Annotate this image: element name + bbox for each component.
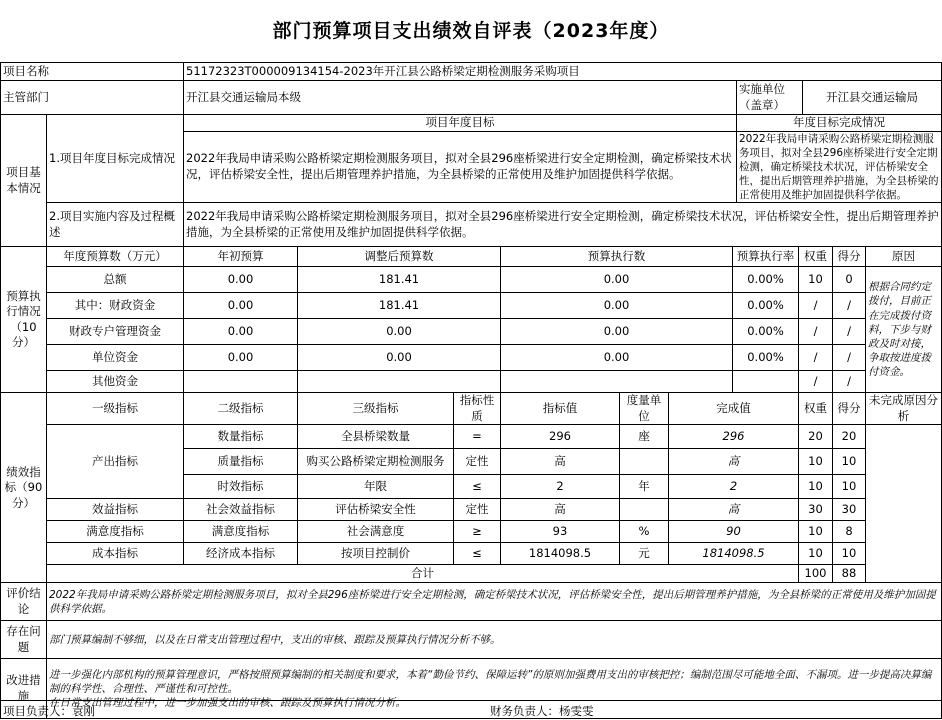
budget-weight: / bbox=[799, 345, 833, 371]
budget-header-row bbox=[1, 247, 942, 267]
perf-score: 10 bbox=[833, 475, 866, 499]
budget-row bbox=[1, 371, 942, 393]
budget-score: / bbox=[833, 319, 866, 345]
budget-initial: 0.00 bbox=[184, 267, 298, 293]
evaluation-table bbox=[0, 62, 942, 719]
perf-weight: 10 bbox=[799, 475, 833, 499]
perf-nature: = bbox=[454, 425, 501, 449]
budget-weight: 10 bbox=[799, 267, 833, 293]
budget-score: 0 bbox=[833, 267, 866, 293]
budget-adjusted: 181.41 bbox=[298, 293, 501, 319]
perf-total-label: 合计 bbox=[47, 565, 799, 583]
perf-l3: 购买公路桥梁定期检测服务 bbox=[298, 449, 454, 475]
project-name-label: 项目名称 bbox=[1, 63, 184, 81]
perf-l2: 数量指标 bbox=[184, 425, 298, 449]
budget-initial: 0.00 bbox=[184, 319, 298, 345]
perf-value: 高 bbox=[501, 449, 620, 475]
perf-header-cell: 指标性质 bbox=[454, 393, 501, 425]
perf-unit: 元 bbox=[620, 543, 669, 565]
budget-score: / bbox=[833, 293, 866, 319]
perf-total-score: 88 bbox=[833, 565, 866, 583]
perf-nature: 定性 bbox=[454, 449, 501, 475]
perf-row bbox=[1, 499, 942, 521]
basic-row1-target: 2022年我局申请采购公路桥梁定期检测服务项目，拟对全县296座桥梁进行安全定期检测，确定桥梁技术状况，评估桥梁安全性，提出后期管理养护措施，为全县桥梁的正常使用及维护加固提供科学依据。 bbox=[184, 131, 737, 203]
budget-executed: 0.00 bbox=[501, 345, 733, 371]
perf-nature: ≥ bbox=[454, 521, 501, 543]
budget-rate: 0.00% bbox=[733, 267, 799, 293]
signature-footer bbox=[0, 700, 942, 720]
perf-unit bbox=[620, 499, 669, 521]
perf-done: 90 bbox=[669, 521, 799, 543]
perf-done: 296 bbox=[669, 425, 799, 449]
project-name-value: 51172323T000009134154-2023年开江县公路桥梁定期检测服务采购项目 bbox=[184, 63, 942, 81]
perf-weight: 10 bbox=[799, 521, 833, 543]
perf-header-cell: 权重 bbox=[799, 393, 833, 425]
perf-value: 296 bbox=[501, 425, 620, 449]
budget-header-cell: 年度预算数（万元） bbox=[47, 247, 184, 267]
budget-header-cell: 权重 bbox=[799, 247, 833, 267]
perf-nature: 定性 bbox=[454, 499, 501, 521]
perf-done: 2 bbox=[669, 475, 799, 499]
evaluation-text: 2022年我局申请采购公路桥梁定期检测服务项目，拟对全县296座桥梁进行安全定期检测，确定桥梁技术状况，评估桥梁安全性，提出后期管理养护措施，为全县桥梁的正常使用及维护加固提供科学依据。 bbox=[47, 583, 942, 621]
perf-value: 高 bbox=[501, 499, 620, 521]
improve-label: 改进措施 bbox=[1, 659, 47, 719]
perf-header-cell: 指标值 bbox=[501, 393, 620, 425]
budget-header-cell: 预算执行率 bbox=[733, 247, 799, 267]
evaluation-row bbox=[1, 583, 942, 621]
dept-value: 开江县交通运输局本级 bbox=[184, 81, 737, 115]
budget-adjusted: 181.41 bbox=[298, 267, 501, 293]
basic-row2-value: 2022年我局申请采购公路桥梁定期检测服务项目，拟对全县296座桥梁进行安全定期检测，确定桥梁技术状况，评估桥梁安全性，提出后期管理养护措施，为全县桥梁的正常使用及维护加固提供科学依据。 bbox=[184, 203, 942, 247]
perf-l2: 满意度指标 bbox=[184, 521, 298, 543]
perf-l3: 按项目控制价 bbox=[298, 543, 454, 565]
budget-executed: 0.00 bbox=[501, 293, 733, 319]
perf-l3: 全县桥梁数量 bbox=[298, 425, 454, 449]
budget-executed bbox=[501, 371, 733, 393]
basic-row1-completion: 2022年我局申请采购公路桥梁定期检测服务项目，拟对全县296座桥梁进行安全定期检测，确定桥梁技术状况，评估桥梁安全性，提出后期管理养护措施，为全县桥梁的正常使用及维护加固提供科学依据。 bbox=[737, 131, 942, 203]
budget-header-cell: 年初预算 bbox=[184, 247, 298, 267]
perf-score: 20 bbox=[833, 425, 866, 449]
budget-row-name: 单位资金 bbox=[47, 345, 184, 371]
budget-row-name: 其他资金 bbox=[47, 371, 184, 393]
budget-rate: 0.00% bbox=[733, 345, 799, 371]
perf-l2: 质量指标 bbox=[184, 449, 298, 475]
basic-row1-label: 1.项目年度目标完成情况 bbox=[47, 115, 184, 203]
perf-header-cell: 未完成原因分析 bbox=[866, 393, 942, 425]
perf-unfinished-reason bbox=[866, 425, 942, 583]
budget-adjusted bbox=[298, 371, 501, 393]
perf-score: 30 bbox=[833, 499, 866, 521]
budget-header-cell: 得分 bbox=[833, 247, 866, 267]
perf-nature: ≤ bbox=[454, 475, 501, 499]
basic-col-target: 项目年度目标 bbox=[184, 115, 737, 132]
page-title: 部门预算项目支出绩效自评表（2023年度） bbox=[272, 20, 670, 42]
perf-weight: 10 bbox=[799, 449, 833, 475]
issues-row bbox=[1, 621, 942, 659]
budget-row bbox=[1, 319, 942, 345]
perf-l3: 社会满意度 bbox=[298, 521, 454, 543]
perf-row bbox=[1, 521, 942, 543]
perf-unit: % bbox=[620, 521, 669, 543]
perf-section-label: 绩效指标（90分） bbox=[1, 393, 47, 583]
budget-initial bbox=[184, 371, 298, 393]
perf-l1: 满意度指标 bbox=[47, 521, 184, 543]
evaluation-label: 评价结论 bbox=[1, 583, 47, 621]
perf-header-cell: 完成值 bbox=[669, 393, 799, 425]
impl-unit-label: 实施单位（盖章） bbox=[737, 81, 803, 115]
budget-reason: 根据合同约定拨付，目前正在完成拨付资料，下步与财政及时对接，争取按进度拨付资金。 bbox=[866, 267, 942, 393]
budget-executed: 0.00 bbox=[501, 319, 733, 345]
basic-section-label: 项目基本情况 bbox=[1, 115, 47, 247]
perf-weight: 20 bbox=[799, 425, 833, 449]
perf-total-row bbox=[1, 565, 942, 583]
perf-value: 1814098.5 bbox=[501, 543, 620, 565]
perf-done: 高 bbox=[669, 499, 799, 521]
perf-l1: 效益指标 bbox=[47, 499, 184, 521]
budget-weight: / bbox=[799, 371, 833, 393]
perf-header-cell: 二级指标 bbox=[184, 393, 298, 425]
perf-l2: 时效指标 bbox=[184, 475, 298, 499]
budget-weight: / bbox=[799, 319, 833, 345]
budget-weight: / bbox=[799, 293, 833, 319]
perf-value: 2 bbox=[501, 475, 620, 499]
budget-score: / bbox=[833, 345, 866, 371]
dept-label: 主管部门 bbox=[1, 81, 184, 115]
basic-col-completion: 年度目标完成情况 bbox=[737, 115, 942, 132]
budget-row-name: 财政专户管理资金 bbox=[47, 319, 184, 345]
impl-unit-value: 开江县交通运输局 bbox=[803, 81, 942, 115]
perf-done: 高 bbox=[669, 449, 799, 475]
budget-adjusted: 0.00 bbox=[298, 345, 501, 371]
department-row bbox=[1, 81, 942, 115]
budget-initial: 0.00 bbox=[184, 293, 298, 319]
perf-unit bbox=[620, 449, 669, 475]
budget-header-cell: 原因 bbox=[866, 247, 942, 267]
perf-header-cell: 得分 bbox=[833, 393, 866, 425]
budget-executed: 0.00 bbox=[501, 267, 733, 293]
perf-score: 10 bbox=[833, 449, 866, 475]
project-name-row bbox=[1, 63, 942, 81]
perf-score: 8 bbox=[833, 521, 866, 543]
perf-l2: 经济成本指标 bbox=[184, 543, 298, 565]
basic-row2 bbox=[1, 203, 942, 247]
budget-header-cell: 调整后预算数 bbox=[298, 247, 501, 267]
finance-lead: 财务负责人：杨雯雯 bbox=[490, 704, 594, 718]
perf-done: 1814098.5 bbox=[669, 543, 799, 565]
perf-unit: 座 bbox=[620, 425, 669, 449]
perf-value: 93 bbox=[501, 521, 620, 543]
perf-l1: 成本指标 bbox=[47, 543, 184, 565]
perf-header-row bbox=[1, 393, 942, 425]
budget-row-name: 其中：财政资金 bbox=[47, 293, 184, 319]
perf-l3: 年限 bbox=[298, 475, 454, 499]
perf-score: 10 bbox=[833, 543, 866, 565]
budget-row-name: 总额 bbox=[47, 267, 184, 293]
budget-score: / bbox=[833, 371, 866, 393]
perf-header-cell: 度量单位 bbox=[620, 393, 669, 425]
perf-row bbox=[1, 425, 942, 449]
perf-total-weight: 100 bbox=[799, 565, 833, 583]
budget-initial: 0.00 bbox=[184, 345, 298, 371]
perf-weight: 10 bbox=[799, 543, 833, 565]
perf-unit: 年 bbox=[620, 475, 669, 499]
basic-row2-label: 2.项目实施内容及过程概述 bbox=[47, 203, 184, 247]
perf-output-label: 产出指标 bbox=[47, 425, 184, 499]
basic-header-row bbox=[1, 115, 942, 132]
budget-rate: 0.00% bbox=[733, 319, 799, 345]
perf-header-cell: 一级指标 bbox=[47, 393, 184, 425]
budget-adjusted: 0.00 bbox=[298, 319, 501, 345]
issues-label: 存在问题 bbox=[1, 621, 47, 659]
budget-row bbox=[1, 293, 942, 319]
budget-row bbox=[1, 345, 942, 371]
budget-section-label: 预算执行情况（10分） bbox=[1, 247, 47, 393]
perf-l2: 社会效益指标 bbox=[184, 499, 298, 521]
improve-line-2: 在日常支出管理过程中，进一步加强支出的审核、跟踪及预算执行情况分析。 bbox=[49, 696, 406, 709]
budget-row bbox=[1, 267, 942, 293]
perf-weight: 30 bbox=[799, 499, 833, 521]
perf-l3: 评估桥梁安全性 bbox=[298, 499, 454, 521]
perf-row bbox=[1, 543, 942, 565]
budget-rate bbox=[733, 371, 799, 393]
issues-text: 部门预算编制不够细，以及在日常支出管理过程中，支出的审核、跟踪及预算执行情况分析不够。 bbox=[47, 621, 942, 659]
improve-line-1: 进一步强化内部机构的预算管理意识，严格按照预算编制的相关制度和要求，本着“勤俭节约、保障运转”的原则加强费用支出的审核把控；编制范围尽可能地全面、不漏项。进一步提高决算编制的科学性、合理性、严谨性和可控性。 bbox=[49, 668, 932, 695]
budget-rate: 0.00% bbox=[733, 293, 799, 319]
project-lead: 项目负责人：袁刚 bbox=[3, 704, 95, 718]
perf-nature: ≤ bbox=[454, 543, 501, 565]
budget-header-cell: 预算执行数 bbox=[501, 247, 733, 267]
perf-header-cell: 三级指标 bbox=[298, 393, 454, 425]
